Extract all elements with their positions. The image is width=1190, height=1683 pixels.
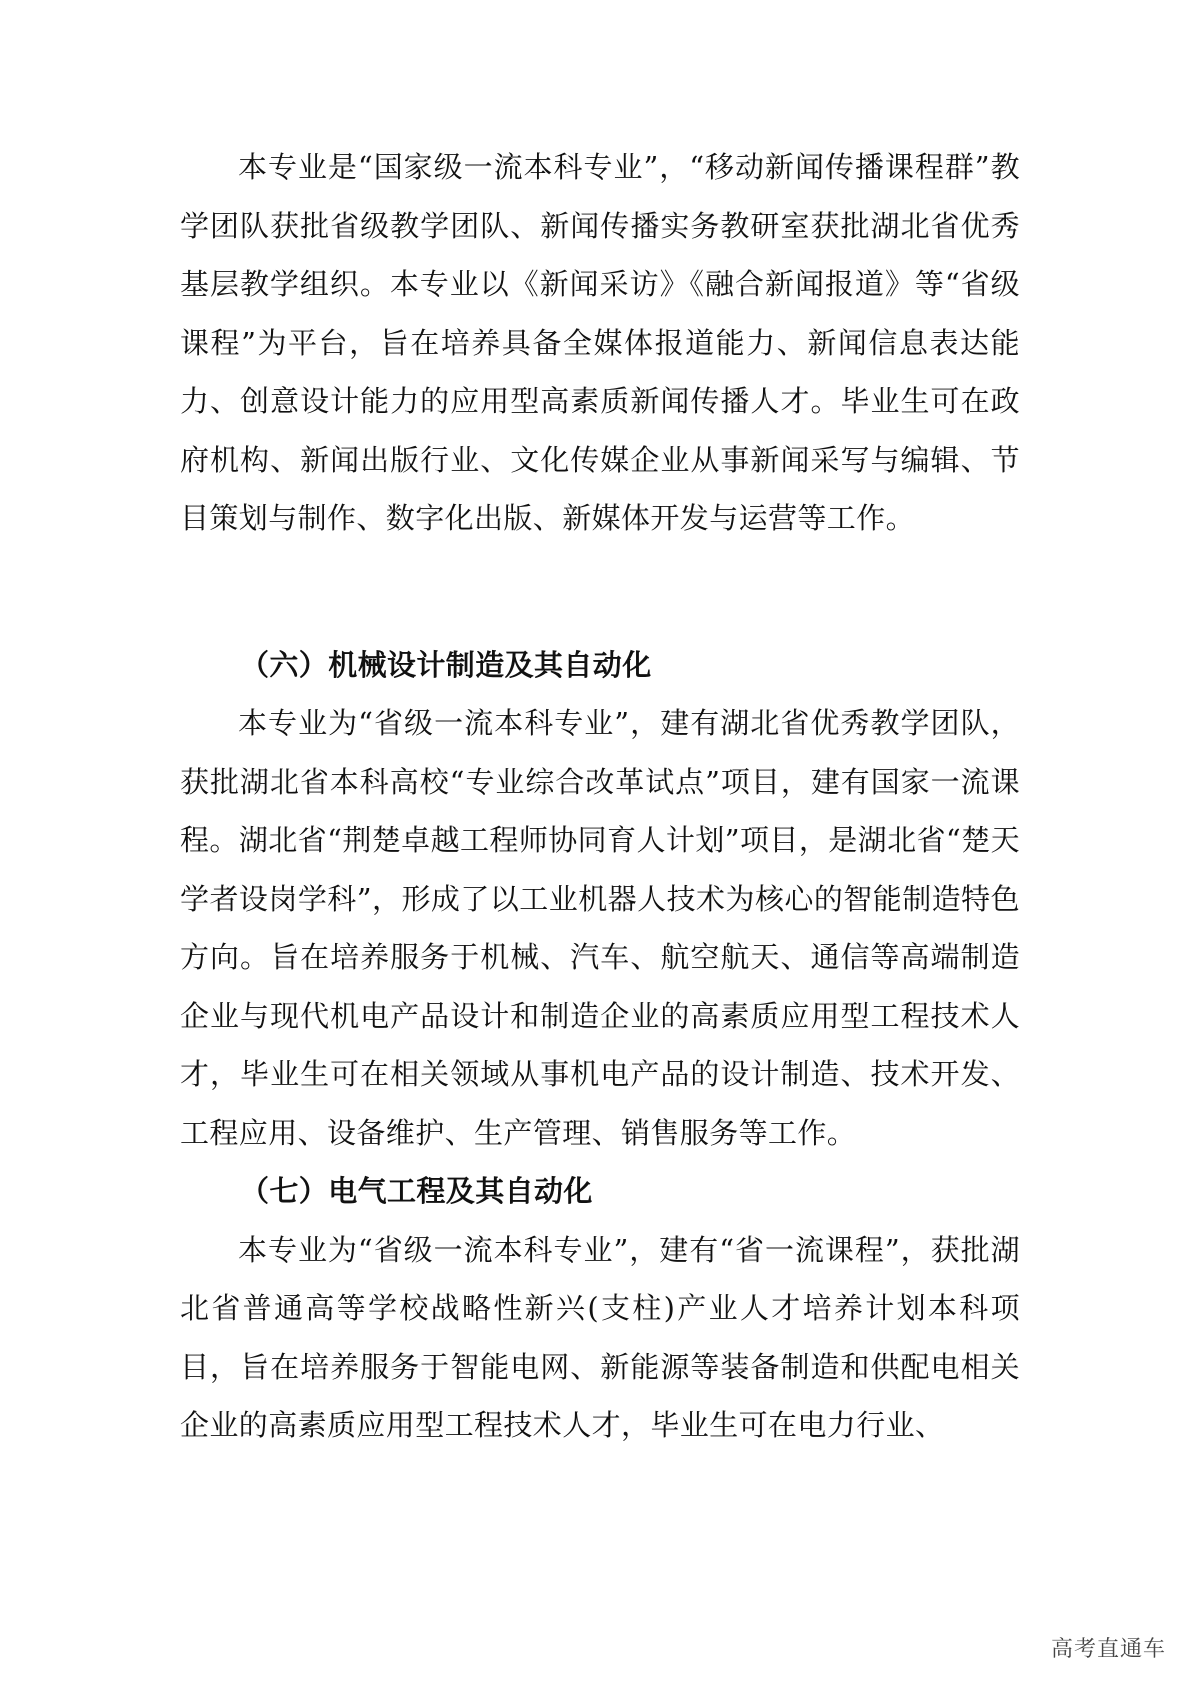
paragraph-mechanical: 本专业为“省级一流本科专业”，建有湖北省优秀教学团队，获批湖北省本科高校“专业综合改革试点”项目，建有国家一流课程。湖北省“荆楚卓越工程师协同育人计划”项目，是湖北省“楚天学者设岗学科”，形成了以工业机器人技术为核心的智能制造特色方向。旨在培养服务于机械、汽车、航空航天、通信等高端制造企业与现代机电产品设计和制造企业的高素质应用型工程技术人才，毕业生可在相关领域从事机电产品的设计制造、技术开发、工程应用、设备维护、生产管理、销售服务等工作。 (180, 706, 1020, 1150)
section-spacer (180, 548, 1020, 636)
document-body (180, 138, 1020, 1455)
paragraph-intro: 本专业是“国家级一流本科专业”，“移动新闻传播课程群”教学团队获批省级教学团队、新闻传播实务教研室获批湖北省优秀基层教学组织。本专业以《新闻采访》《融合新闻报道》等“省级课程”为平台，旨在培养具备全媒体报道能力、新闻信息表达能力、创意设计能力的应用型高素质新闻传播人才。毕业生可在政府机构、新闻出版行业、文化传媒企业从事新闻采写与编辑、节目策划与制作、数字化出版、新媒体开发与运营等工作。 (180, 150, 1020, 535)
section-heading-electrical: （七）电气工程及其自动化 (240, 1174, 593, 1208)
paragraph-electrical: 本专业为“省级一流本科专业”，建有“省一流课程”，获批湖北省普通高等学校战略性新兴(支柱)产业人才培养计划本科项目，旨在培养服务于智能电网、新能源等装备制造和供配电相关企业的高素质应用型工程技术人才，毕业生可在电力行业、 (180, 1232, 1020, 1442)
section-heading-mechanical: （六）机械设计制造及其自动化 (240, 647, 652, 682)
watermark-label: 高考直通车 (1045, 1630, 1172, 1665)
